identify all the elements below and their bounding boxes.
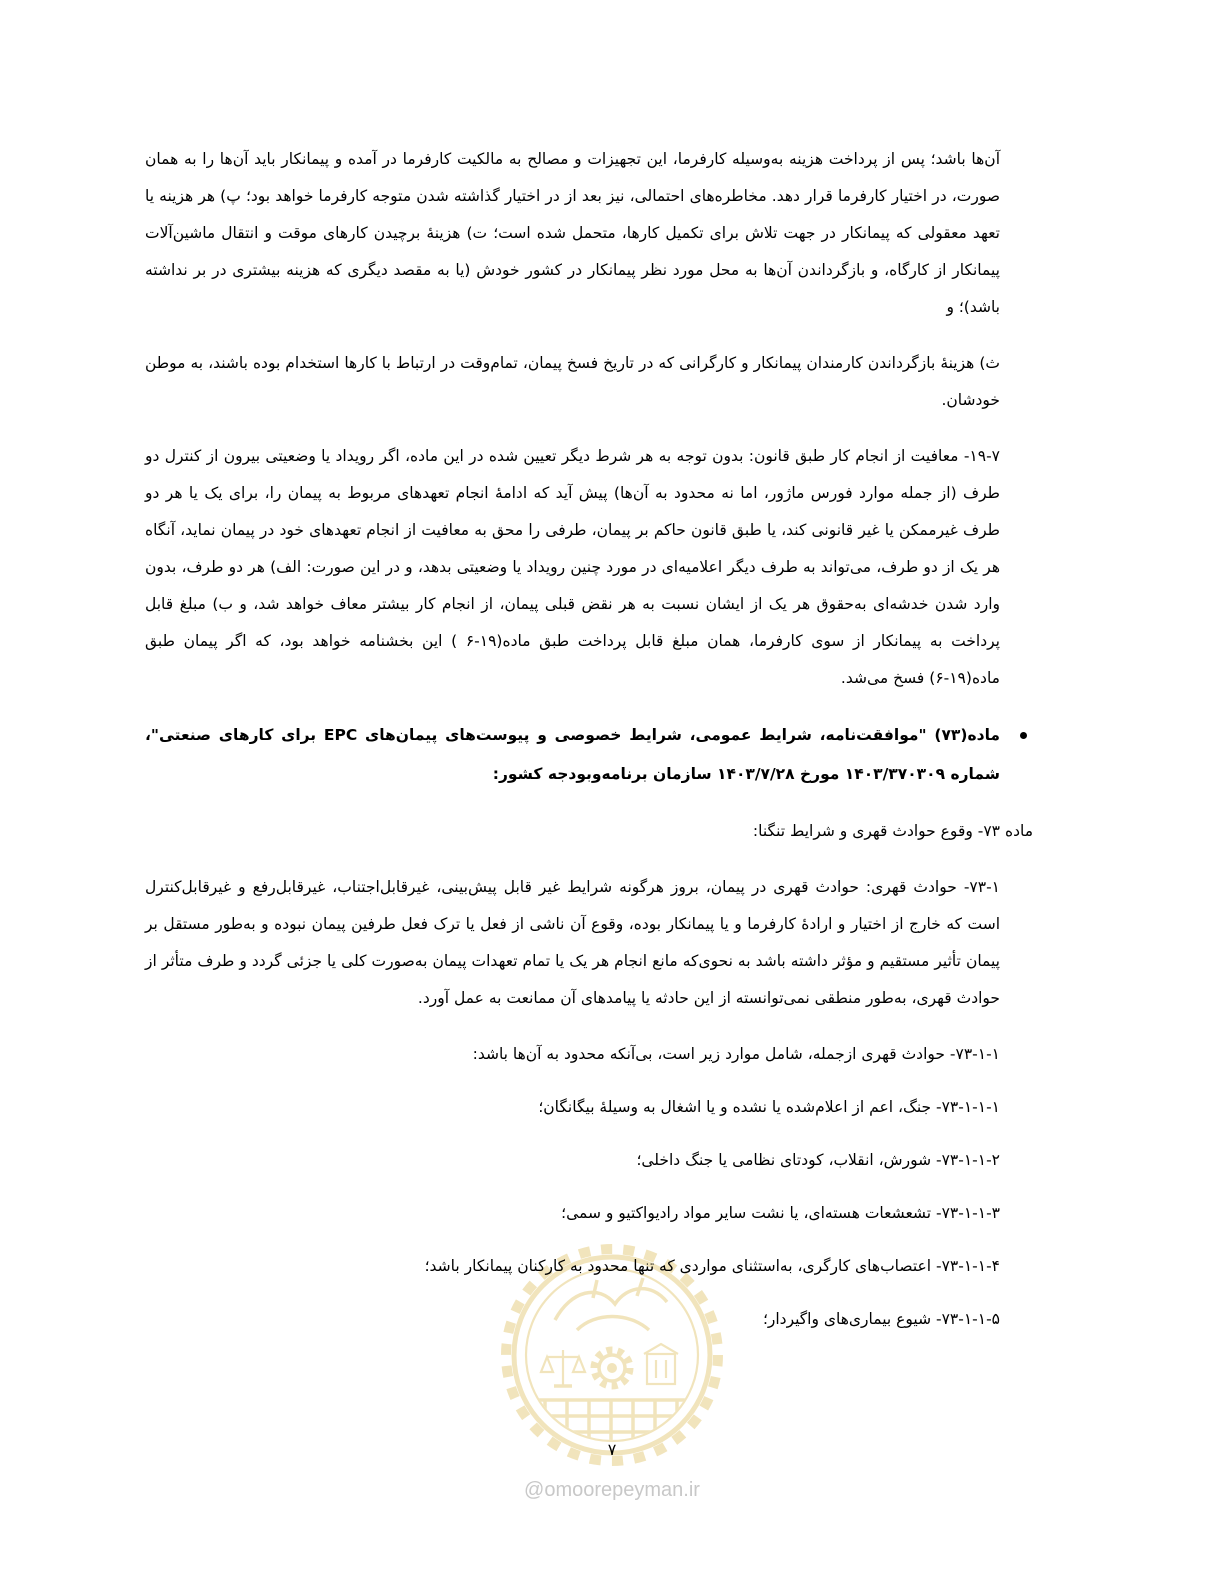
article-73-source-reference [145,716,1000,794]
force-majeure-item: ۷۳-۱-۱-۴- اعتصاب‌های کارگری، به‌استثنای مواردی که تنها محدود به کارکنان پیمانکار باشد؛ [424,1257,1000,1275]
article-73-heading: ماده ۷۳- وقوع حوادث قهری و شرایط تنگنا: [752,822,1033,840]
paragraph-repatriation-costs: ث) هزینهٔ بازگرداندن کارمندان پیمانکار و کارگرانی که در تاریخ فسخ پیمان، تمام‌وقت در ارتباط با کارها استخدام بوده باشند، به موطن خودشان. [145,354,1000,409]
website-watermark: @omoorepeyman.ir [524,1479,700,1501]
page-number: ۷ [607,1440,617,1459]
page-content [145,141,1033,1354]
force-majeure-item: ۷۳-۱-۱-۱- جنگ، اعم از اعلام‌شده یا نشده و یا اشغال به وسیلهٔ بیگانگان؛ [538,1098,1000,1116]
force-majeure-item: ۷۳-۱-۱- حوادث قهری ازجمله، شامل موارد زیر است، بی‌آنکه محدود به آن‌ها باشد: [472,1045,1000,1063]
force-majeure-item: ۷۳-۱-۱-۵- شیوع بیماری‌های واگیردار؛ [762,1310,1000,1328]
clause-19-7-release-from-performance: ۱۹-۷- معافیت از انجام کار طبق قانون: بدون توجه به هر شرط دیگر تعیین شده در این ماده، اگر رویداد یا وضعیتی بیرون از کنترل دو طرف (از جمله موارد فورس ماژور، اما نه محدود به آن‌ها) پیش آید که ادامهٔ انجام تعهدهای مربوط به پیمان را، برای یک یا هر دو طرف غیرممکن یا غیر قانونی کند، یا طبق قانون حاکم بر پیمان، طرفی را محق به معافیت از انجام تعهدهای خود در پیمان نماید، آنگاه هر یک از دو طرف، می‌تواند به طرف دیگر اعلامیه‌ای در مورد چنین رویداد یا وضعیتی بدهد، و در این صورت: الف) هر دو طرف، بدون وارد شدن خدشه‌ای به‌حقوق هر یک از ایشان نسبت به هر نقض قبلی پیمان، از انجام کار بیشتر معاف خواهد شد، و ب) مبلغ قابل پرداخت به پیمانکار از سوی کارفرما، همان مبلغ قابل پرداخت طبق ماده(۱۹-۶ ) این بخشنامه خواهد بود، که اگر پیمان طبق ماده(۱۹-۶) فسخ می‌شد. [145,447,1000,687]
seal-scales-icon [541,1350,585,1386]
clause-73-1-force-majeure-definition: ۷۳-۱- حوادث قهری: حوادث قهری در پیمان، بروز هرگونه شرایط غیر قابل پیش‌بینی، غیرقابل‌اجتناب، غیرقابل‌رفع و غیرقابل‌کنترل است که خارج از اختیار و ارادهٔ کارفرما و یا پیمانکار بوده، وقوع آن ناشی از فعل یا ترک فعل طرفین پیمان نبوده و به‌طور مستقل بر پیمان تأثیر مستقیم و مؤثر داشته باشد به نحوی‌که مانع انجام هر یک یا تمام تعهدات پیمان به‌صورت کلی یا جزئی گردد و طرف متأثر از حوادث قهری، به‌طور منطقی نمی‌توانسته از این حادثه یا پیامدهای آن ممانعت به عمل آورد. [145,878,1000,1007]
force-majeure-item: ۷۳-۱-۱-۲- شورش، انقلاب، کودتای نظامی یا جنگ داخلی؛ [636,1151,1000,1169]
bullet-icon [1020,732,1027,739]
paragraph-equipment-transfer-costs: آن‌ها باشد؛ پس از پرداخت هزینه به‌وسیله کارفرما، این تجهیزات و مصالح به مالکیت کارفرما در آمده و پیمانکار باید آن‌ها را به همان صورت، در اختیار کارفرما قرار دهد. مخاطره‌های احتمالی، نیز بعد از در اختیار گذاشته شدن متوجه کارفرما خواهد بود؛ پ) هر هزینه یا تعهد معقولی که پیمانکار در جهت تلاش برای تکمیل کارها، متحمل شده است؛ ت) هزینهٔ برچیدن کارهای موقت و انتقال ماشین‌آلات پیمانکار از کارگاه، و بازگرداندن آن‌ها به محل مورد نظر پیمانکار در کشور خودش (یا به مقصد دیگری که هزینه بیشتری در بر نداشته باشد)؛ و [145,150,1000,316]
force-majeure-item: ۷۳-۱-۱-۳- تشعشعات هسته‌ای، یا نشت سایر مواد رادیواکتیو و سمی؛ [561,1204,1000,1222]
article-73-source-text: ماده(۷۳) "موافقت‌نامه، شرایط عمومی، شرایط خصوصی و پیوست‌های پیمان‌های EPC برای کارهای صنعتی"، شماره ۱۴۰۳/۳۷۰۳۰۹ مورخ ۱۴۰۳/۷/۲۸ سازمان برنامه‌وبودجه کشور: [145,726,1000,783]
seal-center-gear-icon [594,1350,630,1386]
force-majeure-list [145,1036,1000,1338]
